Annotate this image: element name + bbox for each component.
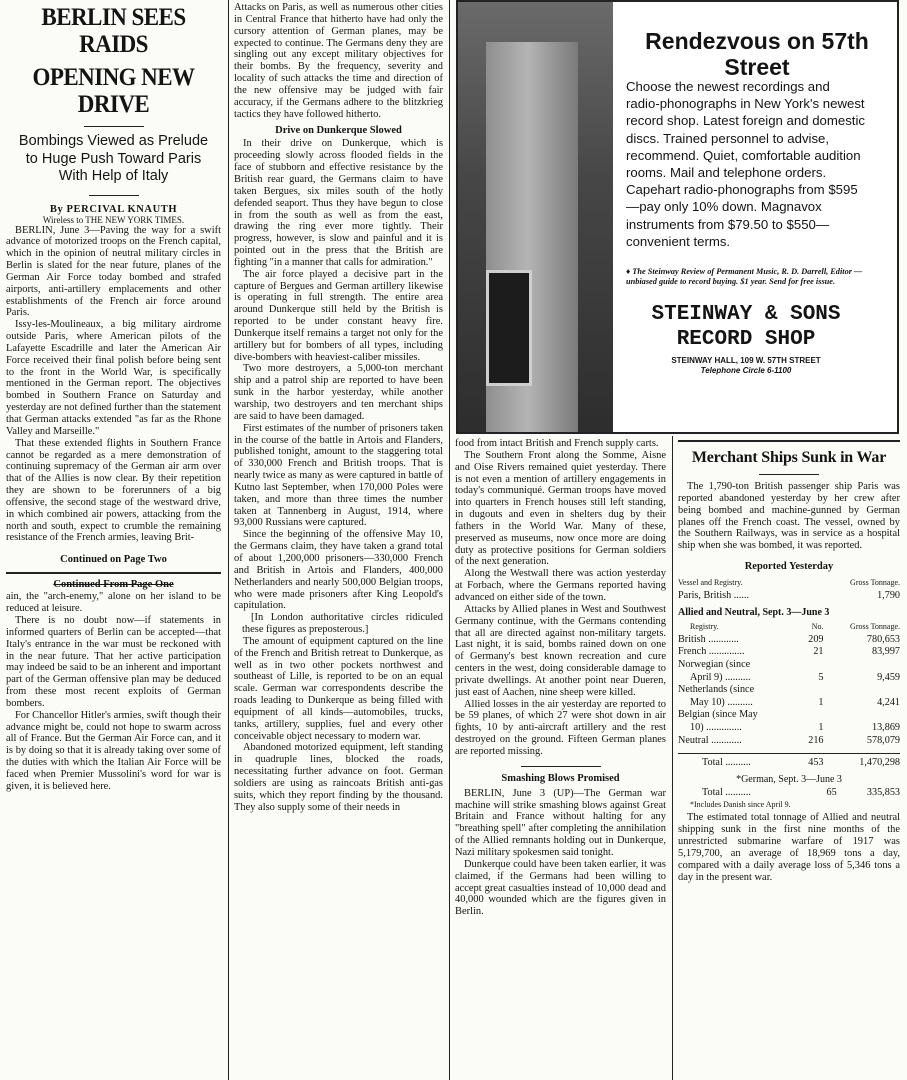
paragraph: Issy-les-Moulineaux, a big military airdrome outside Paris, where American pilots of the Lafayette Escadrille and later the American Air Force received their final polish before being sent to the front in the World War, is specifically mentioned in the German report. The objectives bombed in Southern France on Saturday and yesterday are not defined further than the statement that German attacks extended "as far as the Rhone Valley and Marseille." xyxy=(6,319,221,437)
paragraph: Dunkerque could have been taken earlier, it was claimed, if the Germans had been willing to accept great casualties instead of 10,000 dead and 40,000 wounded which are the figures given in Berlin. xyxy=(455,858,666,918)
row-no: 1 xyxy=(818,696,824,708)
row-tons: 578,079 xyxy=(866,734,900,746)
reported-table xyxy=(678,577,900,602)
headline-deck: Bombings Viewed as Prelude to Huge Push Toward Paris With Help of Italy xyxy=(18,133,209,184)
wire-credit: Wireless to THE NEW YORK TIMES. xyxy=(42,214,185,225)
row-no: 21 xyxy=(813,646,824,658)
gross-col-header: Gross Tonnage. xyxy=(850,622,900,632)
column-1 xyxy=(6,0,221,1080)
table-row xyxy=(678,659,900,672)
row-tons xyxy=(824,709,900,722)
table-row xyxy=(678,735,900,748)
ad-brand-line-2: RECORD SHOP xyxy=(676,328,816,351)
paragraph: [In London authoritative circles ridiculed these figures as preposterous.] xyxy=(242,612,443,636)
continued-on-label: Continued on Page Two xyxy=(60,554,167,566)
paragraph: There is no doubt now—if statements in informed quarters of Berlin can be accepted—that Italy's entrance in the war must be reckoned with in the near future. That her active participation may indeed be said to be an inherent and important part of the German offensive plan may be deduced from these most recent exploits of German bombers. xyxy=(6,614,221,709)
paragraph: ain, the "arch-enemy," alone on her island to be reduced at leisure. xyxy=(6,591,221,615)
paragraph: Allied losses in the air yesterday are reported to be 59 planes, of which 27 were shot down in air fights, 10 by anti-aircraft artillery and the rest destroyed on the ground. Fifteen German planes are reported missing. xyxy=(455,698,666,757)
continued-from-label: Continued From Page One xyxy=(53,579,174,591)
article-body-continued xyxy=(6,591,221,792)
row-tons: 83,997 xyxy=(871,646,900,658)
paragraph: Along the Westwall there was action yesterday at Forbach, where the Germans reported having advanced on either side of the town. xyxy=(455,568,666,603)
ad-photo xyxy=(458,2,613,434)
paragraph: BERLIN, June 3—Paving the way for a swift advance of motorized troops on the French capital, which in the opinion of neutral military circles in Berlin is slated for the near future, planes of the German Air Force today bombed and strafed airports, anti-artillery emplacements and other establishments of the French air force around Paris. xyxy=(6,224,221,319)
ad-address: STEINWAY HALL, 109 W. 57TH STREET xyxy=(671,356,821,365)
row-no xyxy=(800,684,823,697)
steinway-advertisement xyxy=(456,0,899,434)
paragraph: Two more destroyers, a 5,000-ton merchant ship and a patrol ship are reported to have been sunk in the harbor yesterday, while another warship, two destroyers and ten merchant ships are said to have been damaged. xyxy=(234,363,443,422)
table-row xyxy=(678,590,900,603)
paragraph: food from intact British and French supply carts. xyxy=(455,438,659,449)
row-tons xyxy=(824,659,900,672)
table-row xyxy=(678,722,900,735)
table-row xyxy=(678,709,900,722)
subhead-smashing-blows: Smashing Blows Promised xyxy=(501,772,620,784)
ad-body: Choose the newest recordings and radio-phonographs in New York's newest record shop. Latest foreign and domestic discs. Trained personnel to advise, recommend. Quiet, comfortable audition rooms. Mail and telephone orders. Capehart radio-phonographs from $595—pay only 10% down. Magnavox instruments from $79.50 to $550—convenient terms. xyxy=(626,79,865,249)
table-row xyxy=(678,634,900,647)
german-table xyxy=(678,787,900,800)
column-4 xyxy=(678,440,900,1080)
row-no: 1 xyxy=(818,722,824,733)
total-row xyxy=(678,754,900,770)
table-row xyxy=(678,672,900,685)
paragraph: Since the beginning of the offensive May 10, the Germans claim, they have taken a grand total of about 1,200,000 prisoners—330,000 French and British in Artois and Flanders, 400,000 Netherlanders and nearly 500,000 Belgian troops, who were made prisoners after King Leopold's capitulation. xyxy=(234,529,443,612)
row-name: Netherlands (since xyxy=(678,684,755,696)
byline: By PERCIVAL KNAUTH xyxy=(49,203,178,215)
row-no xyxy=(800,709,823,722)
merchant-ships-headline: Merchant Ships Sunk in War xyxy=(691,449,887,466)
row-tons: 9,459 xyxy=(877,671,900,683)
row-name: Paris, British ...... xyxy=(678,589,750,601)
ad-title: Rendezvous on 57th Street xyxy=(645,28,869,80)
german-head: *German, Sept. 3—June 3 xyxy=(736,773,842,785)
headline-line-1: BERLIN SEES RAIDS xyxy=(41,4,186,58)
paragraph: Abandoned motorized equipment, left standing in quadruple lines, blocked the roads, necessitating further advance on foot. German soldiers are using as raincoats British anti-gas suits, which they report finding by the thousand. They also supply some of their needs in xyxy=(234,742,443,813)
row-no: 65 xyxy=(826,786,837,798)
headline-line-2: OPENING NEW DRIVE xyxy=(32,64,195,118)
row-tons: 13,869 xyxy=(871,722,900,733)
ad-window xyxy=(486,270,532,386)
column-rule xyxy=(228,0,229,1080)
row-no: 209 xyxy=(808,633,824,645)
row-name: Neutral ............ xyxy=(678,734,742,746)
paragraph: That these extended flights in Southern France cannot be regarded as a mere demonstration of continuing supremacy of the German air arm over that of the Allies is now clear. By their repetition they are shown to be forerunners of a big offensive, the second stage of the westward drive, in which combined air powers, attacking from the north and south, expect to crumble the remaining resistance of the French armies, leaving Brit- xyxy=(6,437,221,544)
paragraph: In their drive on Dunkerque, which is proceeding slowly across flooded fields in the face of stubborn and effective resistance by the British rear guard, the Germans claim to have taken Bergues, six miles south of the hotly defended seaport. Thus they have begun to close in from the south as well as from the east, drawing the ring ever more tightly. Their progress, however, is slow and painful and it is pointed out in the press that the British are fighting "in a manner that calls for admiration." xyxy=(234,138,443,268)
row-name: British ............ xyxy=(678,633,739,645)
row-no: 216 xyxy=(808,734,824,746)
vessel-col-header: Vessel and Registry. xyxy=(678,578,743,588)
row-tons: 1,790 xyxy=(877,589,900,601)
total-row xyxy=(678,787,900,800)
row-name: Total .......... xyxy=(678,754,800,770)
table-row xyxy=(678,697,900,710)
paragraph: Attacks by Allied planes in West and Southwest Germany continue, with the Germans contending that all are directed against non-military targets. Last night, it is said, bombs rained down on one of Germany's best known recreation and cure centers in the west, doing considerable damage to private dwellings. At another point near Dueren, just east of Aachen, nine sheep were killed. xyxy=(455,603,666,698)
ad-phone: Telephone Circle 6-1100 xyxy=(700,366,792,375)
ad-review-note: ♦ The Steinway Review of Permanent Music, R. D. Darrell, Editor — unbiased guide to record buying. $1 year. Send for free issue. xyxy=(626,267,863,286)
row-tons: 1,470,298 xyxy=(824,754,900,770)
row-name: Norwegian (since xyxy=(678,659,751,671)
registry-col-header: Registry. xyxy=(690,622,719,632)
footnote: *Includes Danish since April 9. xyxy=(690,800,791,810)
row-name: April 9) .......... xyxy=(690,671,751,683)
row-no: 5 xyxy=(818,671,824,683)
row-no xyxy=(800,659,823,672)
ad-brand-line-1: STEINWAY & SONS xyxy=(651,303,841,326)
row-tons: 335,853 xyxy=(866,786,900,798)
paragraph: The 1,790-ton British passenger ship Paris was reported abandoned yesterday by her crew after being bombed and machine-gunned by German planes off the French coast. The vessel, owned by the Southern Railways, was in service as a hospital ship when she was bombed, it was reported. xyxy=(678,481,900,552)
row-name: May 10) .......... xyxy=(690,696,753,708)
row-no: 453 xyxy=(800,754,823,770)
column-3 xyxy=(455,438,666,1080)
row-name: Total .......... xyxy=(702,786,751,798)
article-body xyxy=(6,225,221,545)
column-2 xyxy=(234,0,443,1080)
paragraph: BERLIN, June 3 (UP)—The German war machine will strike smashing blows against Great Britain and France without halting for any "breathing spell" after completing the annihilation of the Allied remnants holding out in Dunkerque, Nazi military spokesmen said tonight. xyxy=(455,787,666,858)
no-col-header: No. xyxy=(811,622,824,632)
row-name: 10) .............. xyxy=(690,722,742,733)
paragraph: The air force played a decisive part in the capture of Bergues and German artillery likewise is operating in full strength. The entire area around Dunkerque still held by the British is reported to be under constant heavy fire. Dunkerque itself remains a target not only for the artillery but for bombers of all types, including dive-bombers with heaviest-caliber missiles. xyxy=(234,268,443,363)
row-name: Belgian (since May xyxy=(678,709,758,721)
row-tons: 4,241 xyxy=(877,696,900,708)
row-tons: 780,653 xyxy=(866,633,900,645)
allied-neutral-head: Allied and Neutral, Sept. 3—June 3 xyxy=(678,607,830,619)
reported-yesterday-head: Reported Yesterday xyxy=(744,561,834,573)
paragraph: Attacks on Paris, as well as numerous other cities in Central France that hitherto have had only the cursory attention of German planes, may be expected to continue. The Germans deny they are singling out any except military objectives for their bombs. By the frequency, severity and locality of such attacks the time and direction of the new offensive may be judged with fair accuracy, if the Germans adhere to the blitzkrieg tactics they have followed hitherto. xyxy=(234,2,443,120)
table-row xyxy=(678,646,900,659)
paragraph: The estimated total tonnage of Allied and neutral shipping sunk in the first nine months of the unrestricted submarine warfare of 1917 was 5,179,700, an average of 18,969 tons a day, compared with a daily average loss of 5,346 tons a day in the present war. xyxy=(678,812,900,883)
column-rule xyxy=(449,0,450,1080)
gross-col-header: Gross Tonnage. xyxy=(850,578,900,588)
row-name: French .............. xyxy=(678,646,745,658)
table-row xyxy=(678,684,900,697)
paragraph: The amount of equipment captured on the line of the French and British retreat to Dunkerque, as well as in two other pockets northwest and southeast of Lille, is reported to be on an equal scale. German war correspondents describe the roads leading to Dunkerque as being filled with equipment of all kinds—automobiles, trucks, tanks, artillery, supplies, fuel and every other conceivable object necessary to modern war. xyxy=(234,635,443,742)
tonnage-table xyxy=(678,621,900,770)
subhead-dunkerque: Drive on Dunkerque Slowed xyxy=(275,125,402,137)
column-rule xyxy=(672,436,673,1080)
paragraph: First estimates of the number of prisoners taken in the course of the battle in Artois and Flanders, published tonight, amount to the staggering total of 330,000 French and British troops. That is nearly twice as many as were captured in battle of Kutno last September, when 170,000 Poles were taken, and more than three times the number taken at Tannenberg in August, 1914, where 93,000 Russians were captured. xyxy=(234,422,443,529)
paragraph: For Chancellor Hitler's armies, swift though their advance might be, could not hope to swarm across all of France. But the German Air Force can, and it is by doing so that it is already taking over some of the duties with which the Italian Air Force will be faced when Premier Mussolini's word for war is given, it is believed here. xyxy=(6,709,221,792)
row-tons xyxy=(824,684,900,697)
paragraph: The Southern Front along the Somme, Aisne and Oise Rivers remained quiet yesterday. There is not even a mention of artillery engagements in today's communiqué. German troops have moved into quarters in French houses still left standing, in dugouts and even in shelters dug by their fathers in the World War. Many of these, preserved as museums, now once more are doing duty as protective positions for German soldiers of the next generation. xyxy=(455,449,666,568)
